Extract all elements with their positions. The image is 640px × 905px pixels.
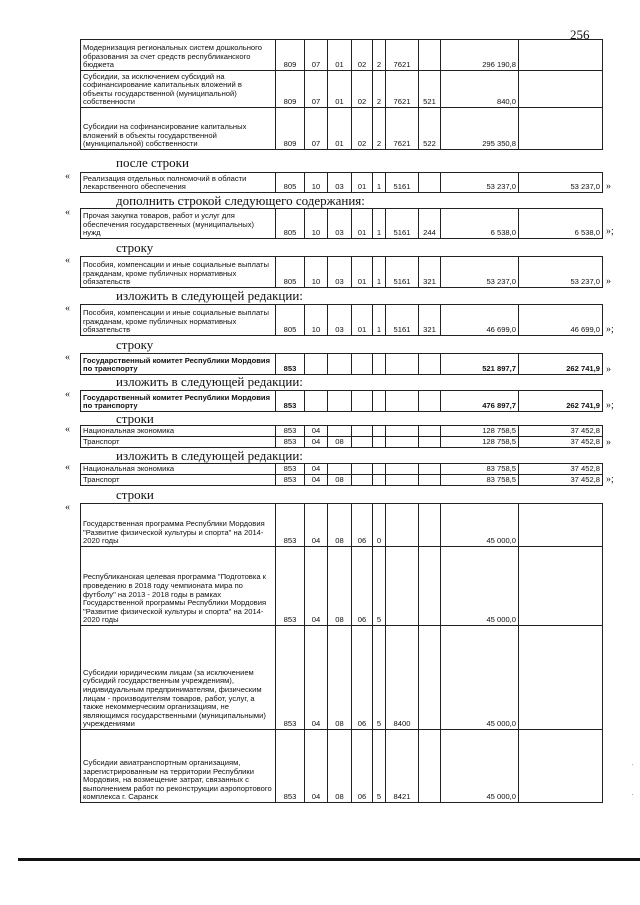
amount-cell: 6 538,0 — [519, 209, 603, 239]
amount-cell: 37 452,8 — [519, 464, 603, 475]
code-cell — [305, 391, 328, 412]
code-cell: 06 — [352, 504, 373, 547]
close-quote: » — [606, 437, 611, 448]
open-quote: « — [65, 207, 70, 218]
amount-cell: 476 897,7 — [441, 391, 519, 412]
code-cell: 04 — [305, 504, 328, 547]
amount-cell: 45 000,0 — [441, 504, 519, 547]
code-cell — [419, 354, 441, 375]
code-cell: 01 — [328, 108, 352, 150]
code-cell — [352, 437, 373, 448]
code-cell: 8421 — [386, 730, 419, 803]
amendment-heading: изложить в следующей редакции: — [116, 448, 303, 463]
close-quote: » — [606, 276, 611, 287]
code-cell: 02 — [352, 108, 373, 150]
amendment-heading: изложить в следующей редакции: — [116, 374, 303, 389]
row-name-cell: Прочая закупка товаров, работ и услуг для обеспечения государственных (муниципальных) нужд — [81, 209, 276, 239]
amendment-heading: строки — [116, 487, 154, 502]
code-cell: 2 — [373, 108, 386, 150]
code-cell: 8400 — [386, 626, 419, 730]
amount-cell: 53 237,0 — [519, 257, 603, 288]
row-name-cell: Государственная программа Республики Мордовия "Развитие физической культуры и спорта" на 2014-2020 годы — [81, 504, 276, 547]
code-cell: 1 — [373, 173, 386, 193]
amount-cell: 45 000,0 — [441, 626, 519, 730]
open-quote: « — [65, 424, 70, 435]
code-cell: 08 — [328, 626, 352, 730]
table-row — [81, 354, 603, 375]
open-quote: « — [65, 389, 70, 400]
code-cell: 5161 — [386, 209, 419, 239]
code-cell — [419, 475, 441, 486]
close-quote: »; — [606, 474, 614, 485]
table-row — [81, 391, 603, 412]
code-cell: 01 — [352, 173, 373, 193]
code-cell: 04 — [305, 730, 328, 803]
table-row — [81, 257, 603, 288]
open-quote: « — [65, 303, 70, 314]
budget-table — [80, 390, 603, 412]
code-cell — [386, 426, 419, 437]
budget-table — [80, 39, 603, 150]
amount-cell: 296 190,8 — [441, 40, 519, 71]
code-cell — [386, 547, 419, 626]
code-cell — [386, 504, 419, 547]
code-cell — [419, 40, 441, 71]
table-row — [81, 209, 603, 239]
row-name-cell: Транспорт — [81, 475, 276, 486]
code-cell — [386, 475, 419, 486]
close-quote: » — [606, 181, 611, 192]
code-cell: 809 — [276, 108, 305, 150]
code-cell: 7621 — [386, 40, 419, 71]
code-cell: 853 — [276, 391, 305, 412]
table-row — [81, 730, 603, 803]
table-row — [81, 426, 603, 437]
code-cell: 04 — [305, 475, 328, 486]
code-cell: 7621 — [386, 108, 419, 150]
table-row — [81, 71, 603, 108]
close-quote: »; — [606, 226, 614, 237]
table-row — [81, 173, 603, 193]
code-cell: 2 — [373, 71, 386, 108]
code-cell — [373, 437, 386, 448]
budget-table — [80, 172, 603, 193]
code-cell: 10 — [305, 209, 328, 239]
code-cell: 853 — [276, 464, 305, 475]
code-cell: 08 — [328, 437, 352, 448]
code-cell: 08 — [328, 475, 352, 486]
code-cell — [305, 354, 328, 375]
code-cell — [419, 173, 441, 193]
amount-cell: 53 237,0 — [519, 173, 603, 193]
row-name-cell: Республиканская целевая программа "Подготовка к проведению в 2018 году чемпионата мира по футболу" на 2013 - 2018 годы в рамках Государственной программы Республики Мордовия "Развитие физической культуры и спорта" на 2014-2020 годы — [81, 547, 276, 626]
code-cell: 521 — [419, 71, 441, 108]
code-cell: 08 — [328, 730, 352, 803]
amount-cell — [519, 504, 603, 547]
code-cell: 7621 — [386, 71, 419, 108]
code-cell: 03 — [328, 257, 352, 288]
row-name-cell: Субсидии на софинансирование капитальных вложений в объекты государственной (муниципальной) собственности — [81, 108, 276, 150]
amendment-heading: строку — [116, 240, 154, 255]
code-cell: 03 — [328, 173, 352, 193]
code-cell: 10 — [305, 305, 328, 336]
code-cell: 321 — [419, 305, 441, 336]
code-cell: 08 — [328, 504, 352, 547]
open-quote: « — [65, 171, 70, 182]
margin-mark: · — [631, 790, 634, 799]
table-row — [81, 108, 603, 150]
amount-cell: 128 758,5 — [441, 437, 519, 448]
budget-table — [80, 425, 603, 448]
code-cell: 1 — [373, 257, 386, 288]
amount-cell: 83 758,5 — [441, 475, 519, 486]
amount-cell — [519, 730, 603, 803]
code-cell — [328, 464, 352, 475]
code-cell — [352, 391, 373, 412]
code-cell: 809 — [276, 71, 305, 108]
code-cell: 07 — [305, 71, 328, 108]
amount-cell: 46 699,0 — [519, 305, 603, 336]
table-row — [81, 626, 603, 730]
code-cell: 07 — [305, 108, 328, 150]
budget-table — [80, 256, 603, 288]
code-cell — [386, 354, 419, 375]
row-name-cell: Национальная экономика — [81, 426, 276, 437]
row-name-cell: Субсидии, за исключением субсидий на софинансирование капитальных вложений в объекты государственной (муниципальной) собственности — [81, 71, 276, 108]
table-row — [81, 504, 603, 547]
amount-cell: 6 538,0 — [441, 209, 519, 239]
margin-mark: · — [631, 760, 634, 769]
code-cell: 01 — [352, 209, 373, 239]
code-cell: 321 — [419, 257, 441, 288]
budget-table — [80, 208, 603, 239]
code-cell: 01 — [352, 305, 373, 336]
amount-cell: 83 758,5 — [441, 464, 519, 475]
code-cell: 805 — [276, 209, 305, 239]
code-cell: 06 — [352, 547, 373, 626]
code-cell: 03 — [328, 305, 352, 336]
code-cell: 5161 — [386, 173, 419, 193]
amount-cell — [519, 547, 603, 626]
budget-table — [80, 503, 603, 803]
code-cell: 08 — [328, 547, 352, 626]
budget-table — [80, 353, 603, 375]
amount-cell: 45 000,0 — [441, 547, 519, 626]
code-cell: 04 — [305, 437, 328, 448]
code-cell — [419, 426, 441, 437]
table-row — [81, 40, 603, 71]
amount-cell: 53 237,0 — [441, 257, 519, 288]
code-cell: 0 — [373, 504, 386, 547]
close-quote: »; — [606, 400, 614, 411]
code-cell — [352, 426, 373, 437]
amendment-heading: дополнить строкой следующего содержания: — [116, 193, 365, 208]
code-cell: 853 — [276, 475, 305, 486]
row-name-cell: Транспорт — [81, 437, 276, 448]
row-name-cell: Пособия, компенсации и иные социальные выплаты гражданам, кроме публичных нормативных обязательств — [81, 305, 276, 336]
amount-cell: 262 741,9 — [519, 391, 603, 412]
code-cell: 853 — [276, 426, 305, 437]
code-cell — [419, 464, 441, 475]
code-cell — [373, 464, 386, 475]
code-cell: 04 — [305, 626, 328, 730]
table-row — [81, 547, 603, 626]
code-cell: 01 — [352, 257, 373, 288]
code-cell: 805 — [276, 257, 305, 288]
code-cell: 06 — [352, 730, 373, 803]
code-cell: 5161 — [386, 257, 419, 288]
amount-cell — [519, 626, 603, 730]
close-quote: »; — [606, 324, 614, 335]
open-quote: « — [65, 352, 70, 363]
open-quote: « — [65, 462, 70, 473]
code-cell: 5 — [373, 547, 386, 626]
code-cell: 853 — [276, 504, 305, 547]
code-cell — [386, 391, 419, 412]
bottom-rule — [18, 858, 640, 861]
table-row — [81, 437, 603, 448]
code-cell: 10 — [305, 173, 328, 193]
code-cell: 805 — [276, 173, 305, 193]
row-name-cell: Национальная экономика — [81, 464, 276, 475]
row-name-cell: Реализация отдельных полномочий в области лекарственного обеспечения — [81, 173, 276, 193]
amount-cell: 53 237,0 — [441, 173, 519, 193]
code-cell — [373, 391, 386, 412]
table-row — [81, 475, 603, 486]
code-cell — [419, 730, 441, 803]
table-row — [81, 464, 603, 475]
amount-cell: 46 699,0 — [441, 305, 519, 336]
code-cell: 07 — [305, 40, 328, 71]
code-cell — [328, 391, 352, 412]
code-cell: 04 — [305, 464, 328, 475]
amount-cell: 45 000,0 — [441, 730, 519, 803]
code-cell: 5 — [373, 730, 386, 803]
close-quote: » — [606, 364, 611, 375]
code-cell: 805 — [276, 305, 305, 336]
code-cell: 1 — [373, 305, 386, 336]
amount-cell: 37 452,8 — [519, 426, 603, 437]
code-cell: 03 — [328, 209, 352, 239]
code-cell: 5161 — [386, 305, 419, 336]
code-cell: 853 — [276, 730, 305, 803]
code-cell: 04 — [305, 426, 328, 437]
code-cell — [419, 437, 441, 448]
code-cell — [419, 504, 441, 547]
code-cell — [373, 475, 386, 486]
amount-cell: 37 452,8 — [519, 475, 603, 486]
open-quote: « — [65, 255, 70, 266]
row-name-cell: Субсидии юридическим лицам (за исключением субсидий государственным учреждениям), индивидуальным предпринимателям, физическим лицам - производителям товаров, работ, услуг, а также некоммерческим организациям, не являющимся государственными (муниципальными) учреждениями — [81, 626, 276, 730]
amount-cell — [519, 40, 603, 71]
code-cell: 01 — [328, 40, 352, 71]
code-cell: 02 — [352, 40, 373, 71]
row-name-cell: Пособия, компенсации и иные социальные выплаты гражданам, кроме публичных нормативных обязательств — [81, 257, 276, 288]
amount-cell: 295 350,8 — [441, 108, 519, 150]
code-cell: 853 — [276, 354, 305, 375]
amount-cell: 521 897,7 — [441, 354, 519, 375]
code-cell — [386, 464, 419, 475]
code-cell — [386, 437, 419, 448]
code-cell — [373, 426, 386, 437]
code-cell: 5 — [373, 626, 386, 730]
code-cell: 2 — [373, 40, 386, 71]
code-cell — [419, 391, 441, 412]
row-name-cell: Государственный комитет Республики Мордовия по транспорту — [81, 354, 276, 375]
code-cell: 853 — [276, 547, 305, 626]
code-cell: 809 — [276, 40, 305, 71]
amendment-heading: после строки — [116, 155, 189, 170]
code-cell — [352, 354, 373, 375]
amendment-heading: строку — [116, 337, 154, 352]
amount-cell: 128 758,5 — [441, 426, 519, 437]
row-name-cell: Модернизация региональных систем дошкольного образования за счет средств республиканского бюджета — [81, 40, 276, 71]
amount-cell — [519, 108, 603, 150]
row-name-cell: Субсидии авиатранспортным организациям, зарегистрированным на территории Республики Мордовия, на возмещение затрат, связанных с выполнением работ по реконструкции аэропортового комплекса г. Саранск — [81, 730, 276, 803]
code-cell: 04 — [305, 547, 328, 626]
code-cell: 10 — [305, 257, 328, 288]
budget-table — [80, 463, 603, 486]
table-row — [81, 305, 603, 336]
code-cell — [373, 354, 386, 375]
code-cell: 853 — [276, 437, 305, 448]
code-cell: 02 — [352, 71, 373, 108]
code-cell — [328, 354, 352, 375]
amount-cell: 840,0 — [441, 71, 519, 108]
open-quote: « — [65, 502, 70, 513]
amount-cell: 262 741,9 — [519, 354, 603, 375]
row-name-cell: Государственный комитет Республики Мордовия по транспорту — [81, 391, 276, 412]
code-cell: 522 — [419, 108, 441, 150]
amendment-heading: изложить в следующей редакции: — [116, 288, 303, 303]
page-number: 256 — [570, 27, 590, 42]
code-cell: 853 — [276, 626, 305, 730]
code-cell — [419, 547, 441, 626]
code-cell — [328, 426, 352, 437]
amount-cell — [519, 71, 603, 108]
code-cell: 1 — [373, 209, 386, 239]
code-cell — [352, 475, 373, 486]
code-cell: 01 — [328, 71, 352, 108]
code-cell — [419, 626, 441, 730]
code-cell: 06 — [352, 626, 373, 730]
code-cell: 244 — [419, 209, 441, 239]
amount-cell: 37 452,8 — [519, 437, 603, 448]
code-cell — [352, 464, 373, 475]
amendment-heading: строки — [116, 411, 154, 426]
budget-table — [80, 304, 603, 336]
